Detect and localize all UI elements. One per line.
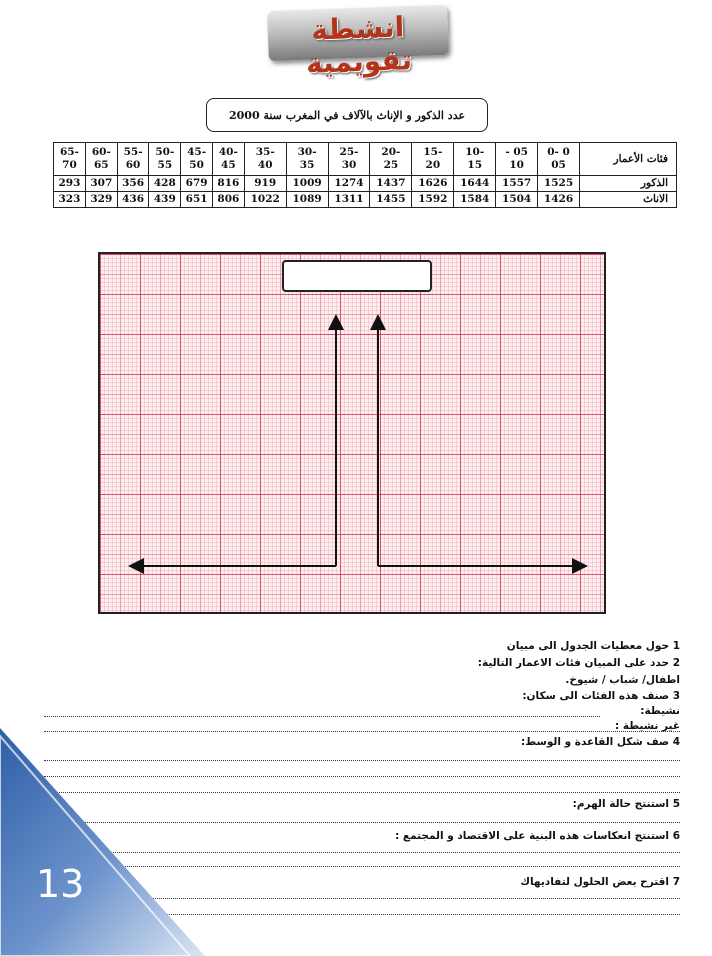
male-value-cell: 293 (54, 176, 86, 192)
age-group-cell: -65 70 (54, 143, 86, 176)
male-value-cell: 1274 (328, 176, 370, 192)
table-row-males (54, 176, 677, 192)
female-value-cell: 1089 (286, 192, 328, 208)
male-value-cell: 816 (212, 176, 244, 192)
age-group-cell: -25 30 (328, 143, 370, 176)
male-value-cell: 1644 (454, 176, 496, 192)
male-value-cell: 356 (117, 176, 149, 192)
age-group-cell: -15 20 (412, 143, 454, 176)
graph-paper[interactable] (98, 252, 606, 614)
page-number: 13 (36, 862, 85, 906)
question-3-active: نشيطة: (640, 705, 680, 717)
age-group-cell: -60 65 (85, 143, 117, 176)
pyramid-axes (100, 254, 604, 612)
question-5: 5 استنتج حالة الهرم: (572, 798, 680, 810)
female-value-cell: 1455 (370, 192, 412, 208)
male-value-cell: 1009 (286, 176, 328, 192)
age-group-cell: -35 40 (244, 143, 286, 176)
age-group-cell: -10 15 (454, 143, 496, 176)
age-group-cell: -45 50 (181, 143, 213, 176)
male-value-cell: 919 (244, 176, 286, 192)
female-value-cell: 436 (117, 192, 149, 208)
age-group-cell: -20 25 (370, 143, 412, 176)
female-value-cell: 1584 (454, 192, 496, 208)
age-group-cell: 0 -0 05 (538, 143, 580, 176)
table-title: عدد الذكور و الإناث بالآلاف في المغرب سنة 2000 (206, 98, 488, 132)
female-value-cell: 323 (54, 192, 86, 208)
question-3-inactive: غير نشيطة : (614, 720, 680, 732)
male-value-cell: 307 (85, 176, 117, 192)
row-header-males: الذكور (580, 176, 677, 192)
female-value-cell: 1311 (328, 192, 370, 208)
male-value-cell: 679 (181, 176, 213, 192)
question-2: 2 حدد على المبيان فئات الاعمار التالية: (477, 657, 680, 669)
age-group-cell: -30 35 (286, 143, 328, 176)
row-header-age-groups: فئات الأعمار (580, 143, 677, 176)
question-1: 1 حول معطيات الجدول الى مبيان (506, 640, 680, 652)
male-value-cell: 1525 (538, 176, 580, 192)
male-value-cell: 1437 (370, 176, 412, 192)
male-value-cell: 1557 (496, 176, 538, 192)
question-2-categories: اطفال/ شباب / شيوخ. (565, 674, 680, 686)
table-row-age-groups (54, 143, 677, 176)
female-value-cell: 1426 (538, 192, 580, 208)
answer-line[interactable] (44, 716, 600, 717)
male-value-cell: 1626 (412, 176, 454, 192)
population-table (53, 142, 677, 208)
female-value-cell: 329 (85, 192, 117, 208)
female-value-cell: 1592 (412, 192, 454, 208)
table-row-females (54, 192, 677, 208)
age-group-cell: 05 - 10 (496, 143, 538, 176)
female-value-cell: 806 (212, 192, 244, 208)
question-4: 4 صف شكل القاعدة و الوسط: (521, 736, 680, 748)
female-value-cell: 1022 (244, 192, 286, 208)
female-value-cell: 651 (181, 192, 213, 208)
page-corner-decoration (0, 728, 210, 956)
age-group-cell: -40 45 (212, 143, 244, 176)
question-7: 7 اقترح بعض الحلول لتفاديهاك (520, 876, 680, 888)
row-header-females: الاناث (580, 192, 677, 208)
age-group-cell: -55 60 (117, 143, 149, 176)
banner-title: انشطة تقويمية (305, 10, 413, 80)
male-value-cell: 428 (149, 176, 181, 192)
female-value-cell: 439 (149, 192, 181, 208)
activity-banner (267, 5, 449, 80)
age-group-cell: -50 55 (149, 143, 181, 176)
female-value-cell: 1504 (496, 192, 538, 208)
question-6: 6 استنتج انعكاسات هذه البنية على الاقتصاد و المجتمع : (395, 830, 680, 842)
question-3: 3 صنف هذه الفئات الى سكان: (522, 690, 680, 702)
